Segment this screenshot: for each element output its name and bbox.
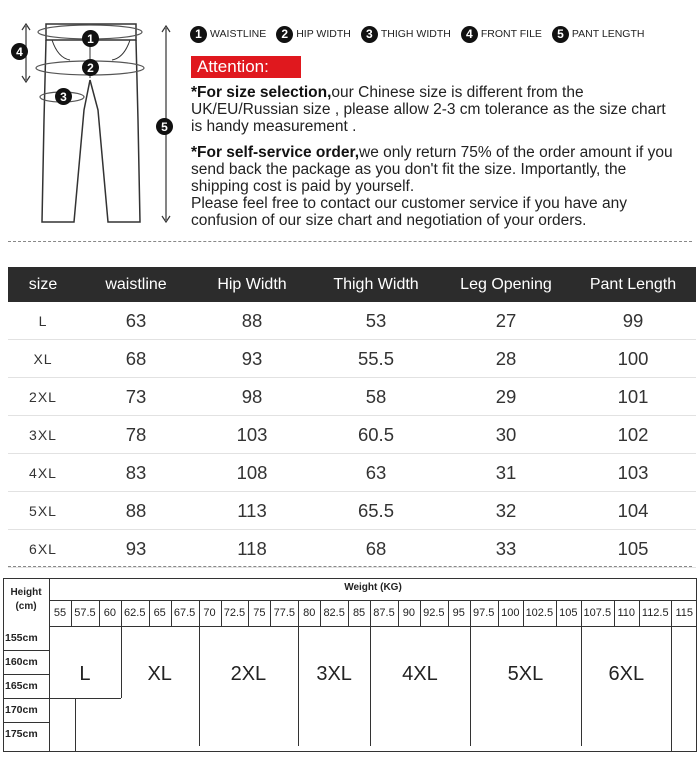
value-cell: 113 (194, 492, 310, 530)
value-cell: 53 (310, 302, 442, 340)
value-cell: 63 (310, 454, 442, 492)
legend-hip-width (276, 26, 351, 43)
size-cell: 5XL (8, 492, 78, 530)
number-1-icon: 1 (190, 26, 207, 43)
number-4-icon: 4 (461, 26, 478, 43)
height-cell: 175cm (5, 728, 38, 740)
marker-1-icon: 1 (82, 30, 99, 47)
grid-line (121, 600, 122, 626)
weight-cell: 87.5 (373, 607, 395, 619)
attention-banner: Attention: (191, 56, 301, 78)
table-row (8, 454, 696, 492)
grid-line (171, 600, 172, 626)
header-waistline: waistline (78, 267, 194, 302)
value-cell: 103 (194, 416, 310, 454)
grid-line (523, 600, 524, 626)
weight-cell: 102.5 (525, 607, 554, 619)
grid-line (348, 600, 349, 626)
table-row (8, 492, 696, 530)
grid-line (3, 650, 49, 651)
grid-line (75, 698, 76, 752)
grid-line (639, 600, 640, 626)
grid-line (470, 600, 471, 626)
legend-label: HIP WIDTH (296, 28, 351, 40)
grid-line (671, 600, 672, 626)
weight-cell: 95 (452, 607, 465, 619)
weight-cell: 65 (153, 607, 166, 619)
marker-4-icon: 4 (11, 43, 28, 60)
grid-line (3, 674, 49, 675)
table-row (8, 416, 696, 454)
weight-cell: 60 (103, 607, 116, 619)
divider (8, 566, 692, 567)
value-cell: 55.5 (310, 340, 442, 378)
legend-label: FRONT FILE (480, 28, 542, 40)
note2-bold: *For self-service order, (191, 144, 359, 161)
value-cell: 105 (570, 530, 696, 568)
height-cell: 170cm (5, 704, 38, 716)
value-cell: 88 (194, 302, 310, 340)
grid-line (298, 600, 299, 626)
value-cell: 118 (194, 530, 310, 568)
marker-3-icon: 3 (55, 88, 72, 105)
value-cell: 68 (310, 530, 442, 568)
size-cell: 6XL (8, 530, 78, 568)
grid-line (420, 600, 421, 626)
value-cell: 100 (570, 340, 696, 378)
table-row (8, 340, 696, 378)
weight-cell: 77.5 (273, 607, 296, 619)
legend-label: PANT LENGTH (571, 28, 645, 40)
grid-line (199, 626, 200, 746)
grid-line (581, 600, 582, 626)
value-cell: 68 (78, 340, 194, 378)
divider (8, 241, 692, 242)
grid-line (3, 722, 49, 723)
marker-2-icon: 2 (82, 59, 99, 76)
weight-cell: 67.5 (173, 607, 196, 619)
height-cell: 165cm (5, 680, 38, 692)
value-cell: 102 (570, 416, 696, 454)
legend-label: THIGH WIDTH (380, 28, 451, 40)
size-cell: XL (8, 340, 78, 378)
note1-text: our Chinese size is different from the UK/EU/Russian size , please allow 2-3 cm tolerance as the size chart is handy measurement . (191, 84, 666, 135)
grid-line (221, 600, 222, 626)
height-weight-chart (3, 578, 697, 752)
weight-cell: 57.5 (74, 607, 96, 619)
height-cell: 160cm (5, 656, 38, 668)
note1-bold: *For size selection, (191, 84, 332, 101)
weight-cell: 105 (559, 607, 578, 619)
grid-line (581, 626, 582, 746)
size-block-label: 4XL (402, 663, 438, 685)
value-cell: 28 (442, 340, 570, 378)
grid-line (370, 600, 371, 626)
marker-5-icon: 5 (156, 118, 173, 135)
size-block-label: 6XL (608, 663, 645, 685)
value-cell: 29 (442, 378, 570, 416)
weight-cell: 97.5 (472, 607, 495, 619)
weight-cell: 112.5 (641, 607, 669, 619)
header-pant-length: Pant Length (570, 267, 696, 302)
legend-waistline (190, 26, 266, 43)
grid-line (248, 600, 249, 626)
weight-cell: 62.5 (124, 607, 146, 619)
weight-cell: 70 (203, 607, 216, 619)
value-cell: 33 (442, 530, 570, 568)
value-cell: 78 (78, 416, 194, 454)
size-chart-table (8, 267, 696, 568)
weight-cell: 55 (53, 607, 67, 619)
size-block-label: XL (147, 663, 172, 685)
note2-text2: Please feel free to contact our customer service if you have any confusion of our size chart and negotiation of your orders. (191, 195, 627, 229)
grid-line (199, 600, 200, 626)
self-service-note (191, 144, 681, 229)
number-3-icon: 3 (361, 26, 378, 43)
grid-line (614, 600, 615, 626)
grid-line (671, 626, 672, 752)
weight-cell: 72.5 (223, 607, 246, 619)
value-cell: 88 (78, 492, 194, 530)
grid-line (470, 626, 471, 746)
table-row (8, 378, 696, 416)
table-header-row (8, 267, 696, 302)
grid-line (49, 698, 121, 699)
value-cell: 30 (442, 416, 570, 454)
table-row (8, 302, 696, 340)
header-thigh-width: Thigh Width (310, 267, 442, 302)
value-cell: 93 (194, 340, 310, 378)
number-5-icon: 5 (552, 26, 569, 43)
size-cell: 3XL (8, 416, 78, 454)
number-2-icon: 2 (276, 26, 293, 43)
grid-line (270, 600, 271, 626)
legend-pant-length (552, 26, 645, 43)
size-cell: 4XL (8, 454, 78, 492)
weight-cell: 107.5 (583, 607, 612, 619)
height-cell: 155cm (5, 632, 38, 644)
grid-line (149, 600, 150, 626)
grid-line (556, 600, 557, 626)
note2-text: we only return 75% of the order amount if you send back the package as you don't fit the size. Importantly, the shipping cost is paid by yourself. (191, 144, 673, 195)
value-cell: 103 (570, 454, 696, 492)
value-cell: 99 (570, 302, 696, 340)
size-block-label: 2XL (230, 663, 267, 685)
value-cell: 101 (570, 378, 696, 416)
value-cell: 31 (442, 454, 570, 492)
size-cell: L (8, 302, 78, 340)
weight-cell: 75 (253, 607, 266, 619)
size-block-label: 5XL (507, 663, 544, 685)
weight-cell: 92.5 (423, 607, 445, 619)
table-row (8, 530, 696, 568)
weight-cell: 82.5 (323, 607, 345, 619)
value-cell: 108 (194, 454, 310, 492)
weight-cell: 90 (402, 607, 416, 619)
weight-cell: 80 (303, 607, 316, 619)
measurement-legend (190, 22, 654, 46)
value-cell: 32 (442, 492, 570, 530)
grid-line (49, 626, 697, 627)
weight-label: Weight (KG) (344, 582, 402, 593)
weight-cell: 115 (675, 607, 693, 619)
grid-line (71, 600, 72, 626)
value-cell: 104 (570, 492, 696, 530)
grid-line (370, 626, 371, 746)
value-cell: 58 (310, 378, 442, 416)
size-block-label: L (79, 663, 91, 685)
header-hip-width: Hip Width (194, 267, 310, 302)
grid-line (3, 698, 49, 699)
value-cell: 65.5 (310, 492, 442, 530)
value-cell: 27 (442, 302, 570, 340)
value-cell: 83 (78, 454, 194, 492)
value-cell: 63 (78, 302, 194, 340)
legend-label: WAISTLINE (210, 28, 267, 40)
value-cell: 60.5 (310, 416, 442, 454)
header-leg-opening: Leg Opening (442, 267, 570, 302)
size-block-label: 3XL (316, 663, 352, 685)
grid-line (99, 600, 100, 626)
grid-line (298, 626, 299, 746)
grid-line (448, 600, 449, 626)
value-cell: 73 (78, 378, 194, 416)
grid-line (498, 600, 499, 626)
height-label: Height (cm) (10, 587, 42, 612)
size-selection-note (191, 84, 681, 135)
legend-front-file (461, 26, 542, 43)
weight-cell: 85 (352, 607, 366, 619)
value-cell: 93 (78, 530, 194, 568)
value-cell: 98 (194, 378, 310, 416)
grid-line (320, 600, 321, 626)
legend-thigh-width (361, 26, 451, 43)
grid-line (398, 600, 399, 626)
weight-cell: 110 (617, 607, 636, 619)
header-size: size (8, 267, 78, 302)
weight-cell: 100 (501, 607, 520, 619)
size-cell: 2XL (8, 378, 78, 416)
